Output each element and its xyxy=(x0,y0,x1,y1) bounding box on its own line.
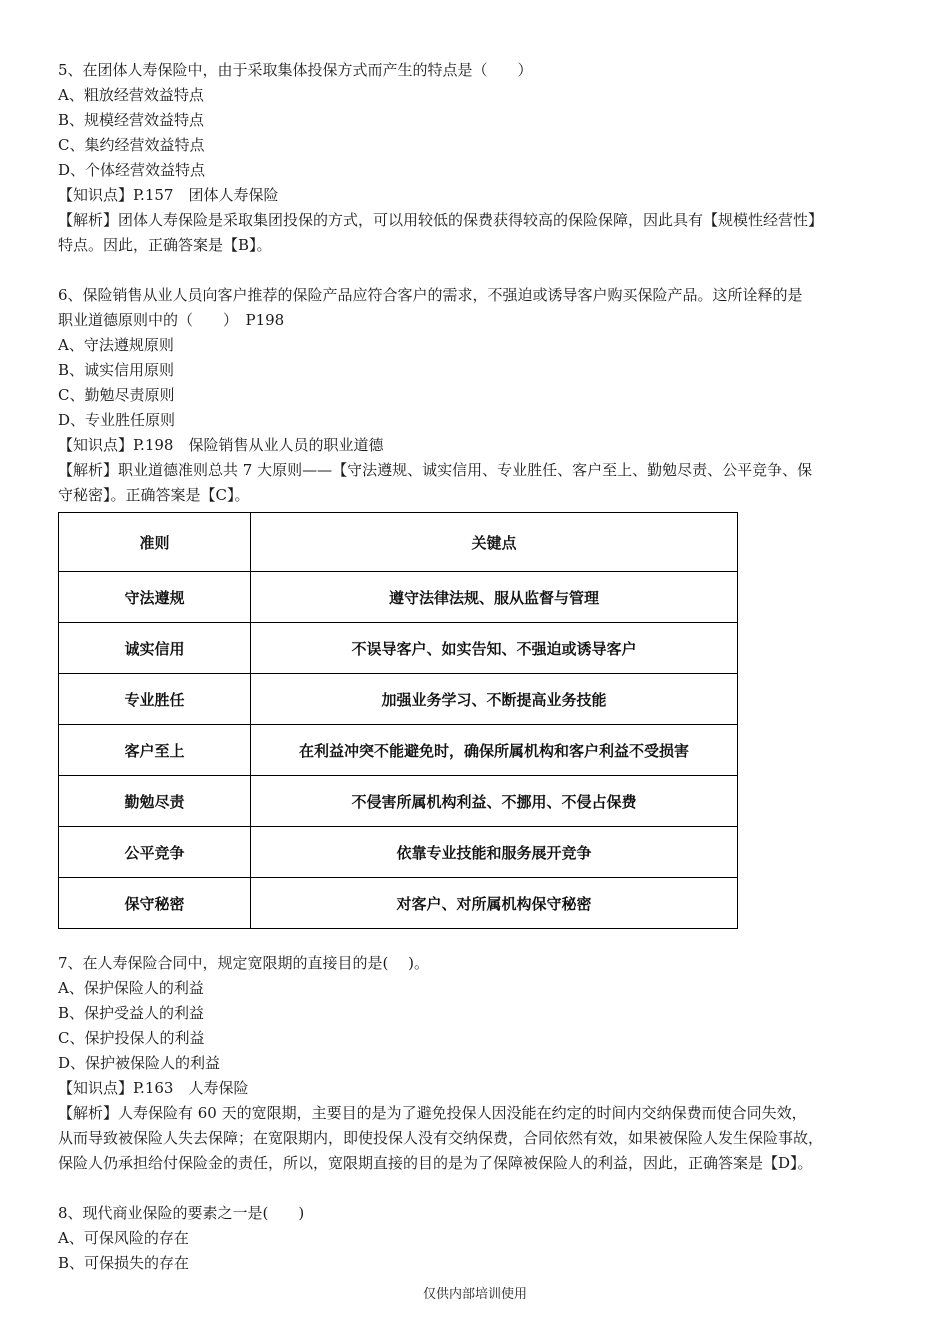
option-a: A、粗放经营效益特点 xyxy=(58,86,204,104)
option-a: A、守法遵规原则 xyxy=(58,336,174,354)
analysis-line: 特点。因此，正确答案是【B】。 xyxy=(58,236,272,254)
question-6 xyxy=(58,283,898,508)
ethics-principles-table xyxy=(58,512,738,929)
key-point-cell: 对客户、对所属机构保守秘密 xyxy=(251,878,738,929)
option-b: B、保护受益人的利益 xyxy=(58,1004,205,1022)
principle-cell: 保守秘密 xyxy=(59,878,251,929)
key-point-cell: 不侵害所属机构利益、不挪用、不侵占保费 xyxy=(251,776,738,827)
table-row xyxy=(59,776,738,827)
question-text: 职业道德原则中的（ ） P198 xyxy=(58,311,285,329)
table-row xyxy=(59,623,738,674)
principle-cell: 诚实信用 xyxy=(59,623,251,674)
question-5 xyxy=(58,58,898,258)
principle-cell: 客户至上 xyxy=(59,725,251,776)
key-point-cell: 遵守法律法规、服从监督与管理 xyxy=(251,572,738,623)
principle-cell: 守法遵规 xyxy=(59,572,251,623)
option-d: D、专业胜任原则 xyxy=(58,411,176,429)
principle-cell: 公平竞争 xyxy=(59,827,251,878)
table-row xyxy=(59,572,738,623)
page-footer: 仅供内部培训使用 xyxy=(422,1287,527,1302)
table-header-row xyxy=(59,513,738,572)
analysis-line: 从而导致被保险人失去保障；在宽限期内，即使投保人没有交纳保费，合同依然有效，如果被保险人发生保险事故， xyxy=(58,1129,824,1147)
column-header-principle: 准则 xyxy=(59,513,251,572)
question-7 xyxy=(58,951,898,1176)
question-text: 7、在人寿保险合同中，规定宽限期的直接目的是( )。 xyxy=(58,954,430,972)
table-row xyxy=(59,878,738,929)
analysis-line: 守秘密】。正确答案是【C】。 xyxy=(58,486,250,504)
knowledge-point: 【知识点】P.157 团体人寿保险 xyxy=(58,186,279,204)
option-b: B、诚实信用原则 xyxy=(58,361,175,379)
option-c: C、保护投保人的利益 xyxy=(58,1029,205,1047)
table-row xyxy=(59,827,738,878)
key-point-cell: 不误导客户、如实告知、不强迫或诱导客户 xyxy=(251,623,738,674)
option-d: D、个体经营效益特点 xyxy=(58,161,206,179)
analysis-line: 【解析】职业道德准则总共 7 大原则——【守法遵规、诚实信用、专业胜任、客户至上、勤勉尽责、公平竞争、保 xyxy=(58,461,813,479)
principle-cell: 勤勉尽责 xyxy=(59,776,251,827)
table-row xyxy=(59,674,738,725)
analysis-line: 保险人仍承担给付保险金的责任，所以，宽限期直接的目的是为了保障被保险人的利益，因此，正确答案是【D】。 xyxy=(58,1154,813,1172)
option-c: C、勤勉尽责原则 xyxy=(58,386,175,404)
option-b: B、可保损失的存在 xyxy=(58,1254,190,1272)
key-point-cell: 在利益冲突不能避免时，确保所属机构和客户利益不受损害 xyxy=(251,725,738,776)
knowledge-point: 【知识点】P.163 人寿保险 xyxy=(58,1079,249,1097)
document-page xyxy=(58,58,898,1276)
option-a: A、保护保险人的利益 xyxy=(58,979,204,997)
question-text: 8、现代商业保险的要素之一是( ) xyxy=(58,1204,305,1222)
option-c: C、集约经营效益特点 xyxy=(58,136,205,154)
analysis-line: 【解析】团体人寿保险是采取集团投保的方式，可以用较低的保费获得较高的保险保障，因此具有【规模性经营性】 xyxy=(58,211,824,229)
option-a: A、可保风险的存在 xyxy=(58,1229,189,1247)
table-row xyxy=(59,725,738,776)
principle-cell: 专业胜任 xyxy=(59,674,251,725)
column-header-key-points: 关键点 xyxy=(251,513,738,572)
question-text: 5、在团体人寿保险中，由于采取集体投保方式而产生的特点是（ ） xyxy=(58,61,533,79)
key-point-cell: 加强业务学习、不断提高业务技能 xyxy=(251,674,738,725)
key-point-cell: 依靠专业技能和服务展开竞争 xyxy=(251,827,738,878)
question-8 xyxy=(58,1201,898,1276)
option-d: D、保护被保险人的利益 xyxy=(58,1054,221,1072)
question-text: 6、保险销售从业人员向客户推荐的保险产品应符合客户的需求，不强迫或诱导客户购买保险产品。这所诠释的是 xyxy=(58,286,803,304)
analysis-line: 【解析】人寿保险有 60 天的宽限期，主要目的是为了避免投保人因没能在约定的时间内交纳保费而使合同失效， xyxy=(58,1104,807,1122)
option-b: B、规模经营效益特点 xyxy=(58,111,205,129)
knowledge-point: 【知识点】P.198 保险销售从业人员的职业道德 xyxy=(58,436,384,454)
